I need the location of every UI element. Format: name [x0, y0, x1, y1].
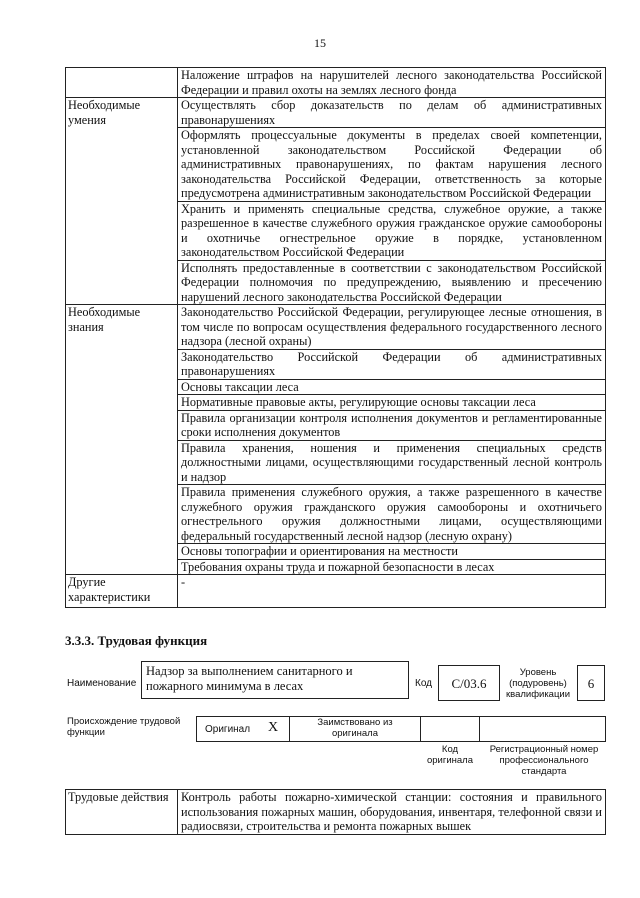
actions-table [65, 789, 606, 835]
borrowed-label: Заимствовано из оригинала [317, 717, 393, 739]
function-name-box [141, 661, 409, 699]
table-cell: Основы топографии и ориентирования на местности [178, 544, 606, 560]
code-label: Код [415, 678, 433, 689]
origin-label: Происхождение трудовой функции [67, 716, 181, 738]
row-label: Необходимые знания [66, 305, 178, 575]
table-cell: Законодательство Российской Федерации об административных правонарушениях [178, 349, 606, 379]
table-cell: Правила хранения, ношения и применения специальных средств должностными лицами, осуществляющими государственный лесной контроль и надзор [178, 440, 606, 485]
table-cell: Исполнять предоставленные в соответствии с законодательством Российской Федерации полномочия по предупреждению, выявлению и пресечению нарушений лесного законодательства Российской Федерации [178, 260, 606, 305]
table-cell: Законодательство Российской Федерации, регулирующее лесные отношения, в том числе по вопросам осуществления федерального государственного лесного надзора (лесной охраны) [178, 305, 606, 350]
function-name: Надзор за выполнением санитарного и пожарного минимума в лесах [146, 664, 353, 693]
row-label: Другие характеристики [66, 575, 178, 608]
level-value: 6 [587, 676, 595, 691]
table-cell: Нормативные правовые акты, регулирующие основы таксации леса [178, 395, 606, 411]
page-number: 15 [314, 36, 326, 50]
table-row [66, 98, 606, 128]
table-cell: Правила применения служебного оружия, а также разрешенного в качестве служебного оружия гражданского оружия самообороны и охотничьего огнестрельного оружия должностными лицами, осуществляющими федеральный государственный лесной надзор (лесную охрану) [178, 485, 606, 544]
competency-table [65, 67, 606, 608]
table-row [66, 305, 606, 350]
table-row [66, 575, 606, 608]
code-original-box [420, 716, 480, 742]
level-label: Уровень (подуровень) квалификации [505, 667, 571, 700]
reg-number-label: Регистрационный номер профессионального стандарта [489, 744, 599, 777]
table-cell: Наложение штрафов на нарушителей лесного законодательства Российской Федерации и правил охоты на землях лесного фонда [178, 68, 606, 98]
table-row [66, 68, 606, 98]
section-title: 3.3.3. Трудовая функция [65, 633, 208, 648]
reg-number-box [479, 716, 606, 742]
table-cell: Контроль работы пожарно-химической станции: состояния и правильного использования пожарных машин, оборудования, инвентаря, телефонной связи и радиосвязи, строительства и ремонта пожарных вышек [178, 790, 606, 835]
table-cell: Основы таксации леса [178, 379, 606, 395]
table-row [66, 790, 606, 835]
row-label [66, 68, 178, 98]
table-cell: Осуществлять сбор доказательств по делам об административных правонарушениях [178, 98, 606, 128]
code-value-box [438, 665, 500, 701]
code-original-label: Код оригинала [426, 744, 473, 766]
table-cell: Требования охраны труда и пожарной безопасности в лесах [178, 559, 606, 575]
table-cell: - [178, 575, 606, 608]
level-value-box [577, 665, 605, 701]
original-label: Оригинал [205, 724, 251, 735]
code-value: C/03.6 [451, 676, 487, 691]
name-label: Наименование [67, 678, 137, 689]
table-cell: Хранить и применять специальные средства, служебное оружие, а также разрешенное в качестве служебного оружия гражданское оружие самообороны и охотничье огнестрельное оружие в порядке, установленном законодательством Российской Федерации [178, 201, 606, 260]
row-label: Трудовые действия [66, 790, 178, 835]
row-label: Необходимые умения [66, 98, 178, 305]
original-mark: X [268, 720, 279, 735]
table-cell: Оформлять процессуальные документы в пределах своей компетенции, установленной законодательством Российской Федерации об административных правонарушениях, по фактам нарушения лесного законодательства Российской Федерации, ответственность за которые предусмотрена административным законодательством Российской Федерации [178, 128, 606, 202]
table-cell: Правила организации контроля исполнения документов и регламентированные сроки исполнения документов [178, 410, 606, 440]
